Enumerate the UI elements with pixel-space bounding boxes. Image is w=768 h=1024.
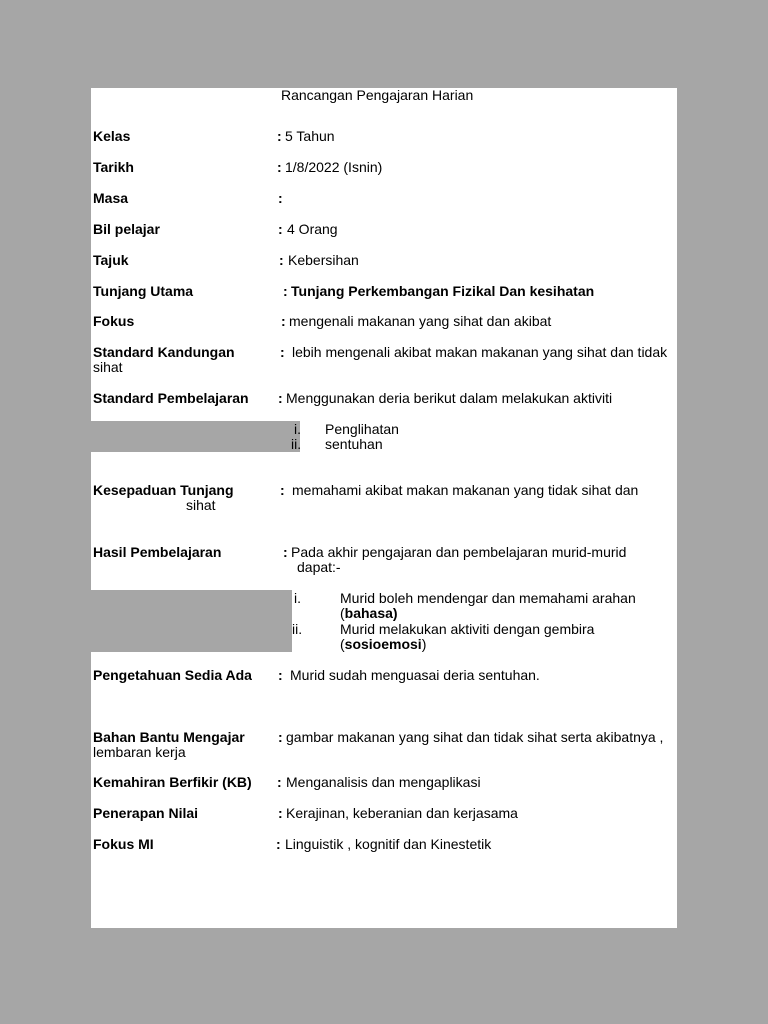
hp-item-2-note: [340, 636, 426, 652]
sp-colon: :: [278, 390, 283, 406]
gray-block-1: [91, 421, 300, 452]
tunjang-value: Tunjang Perkembangan Fizikal Dan kesihatan: [291, 283, 595, 299]
kelas-label: Kelas: [93, 128, 131, 144]
psa-colon: :: [278, 667, 283, 683]
lesson-plan-page: [91, 88, 677, 928]
psa-value: Murid sudah menguasai deria sentuhan.: [290, 667, 540, 683]
bbm-colon: :: [278, 729, 283, 745]
hp-value: Pada akhir pengajaran dan pembelajaran murid-murid: [291, 544, 627, 560]
mi-value: Linguistik , kognitif dan Kinestetik: [285, 836, 492, 852]
sp-value: Menggunakan deria berikut dalam melakukan aktiviti: [286, 390, 613, 406]
mi-colon: :: [276, 836, 281, 852]
kt-label: Kesepaduan Tunjang: [93, 482, 234, 498]
kelas-colon: :: [277, 128, 282, 144]
tarikh-label: Tarikh: [93, 159, 134, 175]
kt-colon: :: [280, 482, 285, 498]
hp-item-1-num: i.: [294, 590, 301, 606]
kb-colon: :: [277, 774, 282, 790]
bil-value: 4 Orang: [287, 221, 338, 237]
hp-colon: :: [283, 544, 288, 560]
fokus-label: Fokus: [93, 313, 135, 329]
tunjang-label: Tunjang Utama: [93, 283, 194, 299]
sp-item-1-text: Penglihatan: [325, 421, 399, 437]
sp-item-2-num: ii.: [291, 436, 302, 452]
bbm-value: gambar makanan yang sihat dan tidak sihat serta akibatnya ,: [286, 729, 664, 745]
kelas-value: 5 Tahun: [285, 128, 335, 144]
kt-value-cont: sihat: [186, 497, 216, 513]
tajuk-label: Tajuk: [93, 252, 129, 268]
nilai-colon: :: [278, 805, 283, 821]
fokus-value: mengenali makanan yang sihat dan akibat: [289, 313, 552, 329]
hp-item-1-note: [340, 605, 398, 621]
bil-colon: :: [278, 221, 283, 237]
masa-colon: :: [278, 190, 283, 206]
masa-label: Masa: [93, 190, 129, 206]
bbm-label: Bahan Bantu Mengajar: [93, 729, 245, 745]
hp-value-cont: dapat:-: [297, 559, 341, 575]
sk-colon: :: [280, 344, 285, 360]
fokus-colon: :: [281, 313, 286, 329]
mi-label: Fokus MI: [93, 836, 154, 852]
hp-item-2-bold: sosioemosi: [344, 636, 422, 652]
hp-item-1-text: Murid boleh mendengar dan memahami arahan: [340, 590, 636, 606]
kb-label: Kemahiran Berfikir (KB): [93, 774, 252, 790]
sp-item-1-num: i.: [294, 421, 301, 437]
tajuk-value: Kebersihan: [288, 252, 359, 268]
nilai-label: Penerapan Nilai: [93, 805, 199, 821]
hp-item-1-paren-open: (: [340, 605, 345, 621]
hp-item-2-text: Murid melakukan aktiviti dengan gembira: [340, 621, 595, 637]
hp-label: Hasil Pembelajaran: [93, 544, 222, 560]
tarikh-value: 1/8/2022 (Isnin): [285, 159, 383, 175]
sk-label: Standard Kandungan: [93, 344, 235, 360]
tarikh-colon: :: [277, 159, 282, 175]
bil-label: Bil pelajar: [93, 221, 160, 237]
gray-block-2: [91, 590, 292, 652]
hp-item-1-bold: bahasa): [344, 605, 398, 621]
hp-item-2-paren-open: (: [340, 636, 345, 652]
hp-item-2-paren-close: ): [421, 636, 427, 652]
tunjang-colon: :: [283, 283, 288, 299]
kb-value: Menganalisis dan mengaplikasi: [286, 774, 481, 790]
sk-value-cont: sihat: [93, 359, 123, 375]
sp-item-2-text: sentuhan: [325, 436, 383, 452]
hp-item-2-num: ii.: [292, 621, 303, 637]
psa-label: Pengetahuan Sedia Ada: [93, 667, 252, 683]
sk-value: lebih mengenali akibat makan makanan yang sihat dan tidak: [292, 344, 668, 360]
tajuk-colon: :: [279, 252, 284, 268]
page-title: Rancangan Pengajaran Harian: [281, 87, 474, 103]
bbm-value-cont: lembaran kerja: [93, 744, 186, 760]
kt-value: memahami akibat makan makanan yang tidak sihat dan: [292, 482, 639, 498]
nilai-value: Kerajinan, keberanian dan kerjasama: [286, 805, 518, 821]
sp-label: Standard Pembelajaran: [93, 390, 249, 406]
